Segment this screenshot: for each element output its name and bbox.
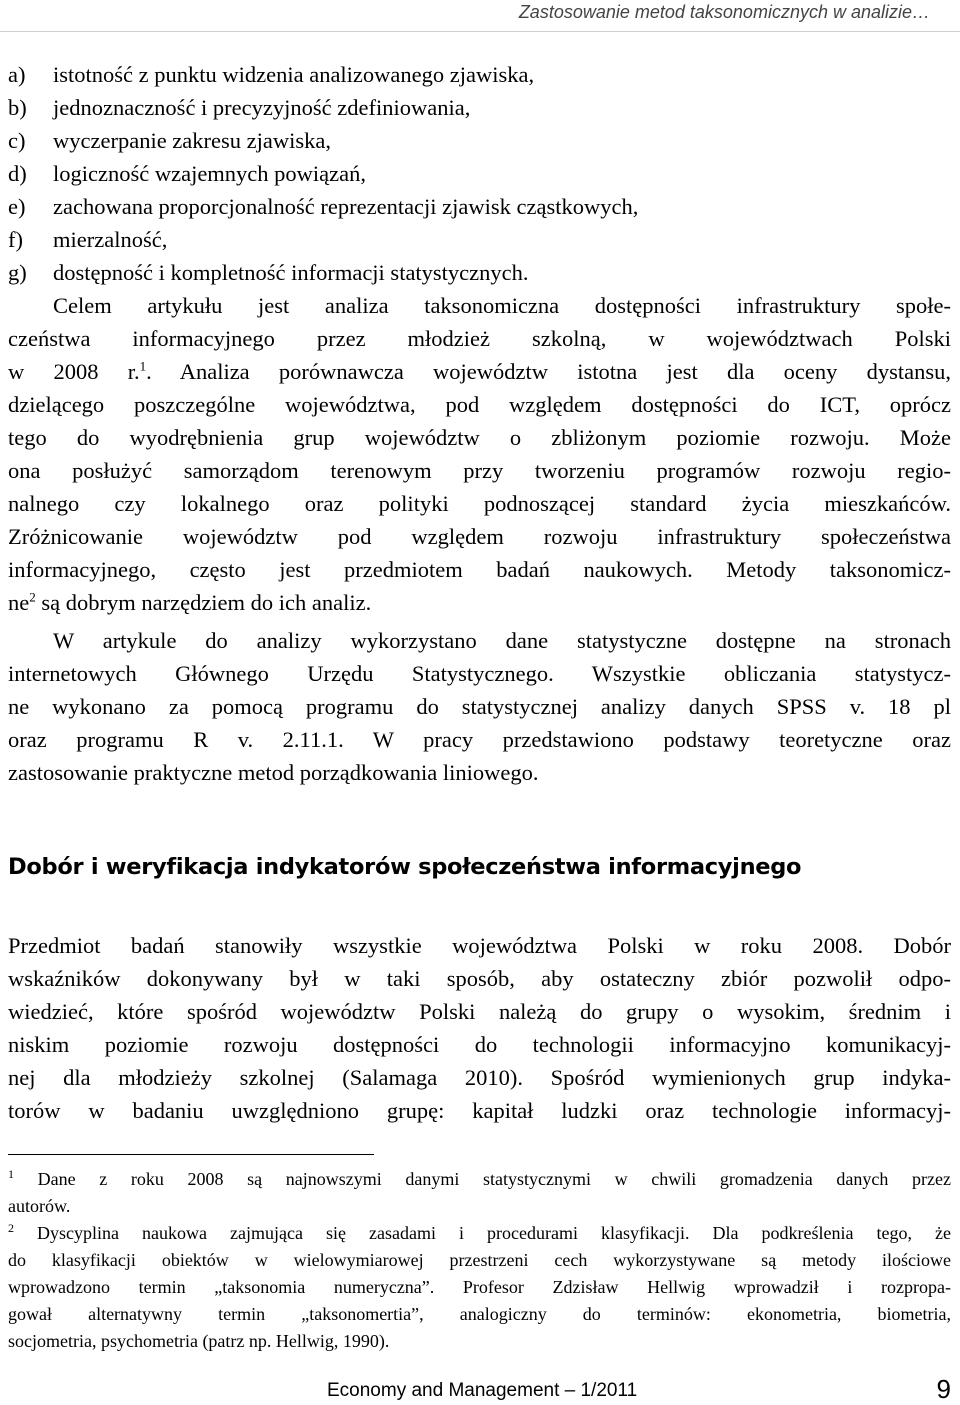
text-line: tego do wyodrębnienia grup województw o zbliżonym poziomie rozwoju. Może bbox=[8, 425, 951, 450]
list-item bbox=[8, 124, 948, 157]
text-line: W artykule do analizy wykorzystano dane statystyczne dostępne na stronach bbox=[53, 628, 951, 653]
text-segment: w 2008 r. bbox=[8, 359, 140, 384]
page-footer bbox=[327, 1376, 951, 1403]
text-line: ona posłużyć samorządom terenowym przy tworzeniu programów rozwoju regio- bbox=[8, 458, 951, 483]
list-marker: c) bbox=[8, 128, 26, 153]
text-line: wprowadzono termin „taksonomia numeryczna”. Profesor Zdzisław Hellwig wprowadził i rozpropa- bbox=[8, 1277, 951, 1297]
text-line bbox=[8, 355, 951, 388]
list-item-text: jednoznaczność i precyzyjność zdefiniowania, bbox=[53, 95, 471, 120]
list-item-text: wyczerpanie zakresu zjawiska, bbox=[53, 128, 331, 153]
text-line: niskim poziomie rozwoju dostępności do technologii informacyjno komunikacyj- bbox=[8, 1032, 951, 1057]
footnote-separator bbox=[8, 1154, 374, 1155]
list-marker: b) bbox=[8, 95, 27, 120]
running-title: Zastosowanie metod taksonomicznych w analizie… bbox=[518, 2, 930, 22]
text-line: wiedzieć, które spośród województw Polski należą do grupy o wysokim, średnim i bbox=[8, 999, 951, 1024]
list-item bbox=[8, 256, 948, 289]
text-line: gował alternatywny termin „taksonomertia”, analogiczny do terminów: ekonometria, biometria, bbox=[8, 1304, 951, 1324]
list-item bbox=[8, 58, 948, 91]
page-number: 9 bbox=[936, 1374, 951, 1404]
text-line: ne wykonano za pomocą programu do statystycznej analizy danych SPSS v. 18 pl bbox=[8, 694, 951, 719]
section-heading: Dobór i weryfikacja indykatorów społeczeństwa informacyjnego bbox=[8, 854, 802, 880]
text-line: nalnego czy lokalnego oraz polityki podnoszącej standard życia mieszkańców. bbox=[8, 491, 951, 516]
footnote-2 bbox=[8, 1220, 951, 1355]
list-marker: d) bbox=[8, 161, 27, 186]
text-line: socjometria, psychometria (patrz np. Hellwig, 1990). bbox=[8, 1331, 390, 1351]
list-marker: e) bbox=[8, 194, 26, 219]
list-item-text: zachowana proporcjonalność reprezentacji zjawisk cząstkowych, bbox=[53, 194, 639, 219]
text-segment: Dane z roku 2008 są najnowszymi danymi statystycznymi w chwili gromadzenia danych przez bbox=[14, 1169, 951, 1189]
text-segment: . Analiza porównawcza województw istotna jest dla oceny dystansu, bbox=[146, 359, 951, 384]
text-line: torów w badaniu uwzględniono grupę: kapitał ludzki oraz technologie informacyj- bbox=[8, 1098, 951, 1123]
list-item bbox=[8, 91, 948, 124]
text-line bbox=[8, 586, 951, 619]
footnote-marker: 2 bbox=[8, 1221, 14, 1235]
footnote-ref-2: 2 bbox=[29, 589, 36, 605]
text-line: autorów. bbox=[8, 1196, 71, 1216]
text-line: Przedmiot badań stanowiły wszystkie województwa Polski w roku 2008. Dobór bbox=[8, 933, 951, 958]
text-line: czeństwa informacyjnego przez młodzież szkolną, w województwach Polski bbox=[8, 326, 951, 351]
list-marker: g) bbox=[8, 260, 27, 285]
list-item-text: mierzalność, bbox=[53, 227, 168, 252]
text-segment: Dyscyplina naukowa zajmująca się zasadami i procedurami klasyfikacji. Dla podkreślenia tego, że bbox=[14, 1223, 951, 1243]
text-segment: ne bbox=[8, 590, 30, 615]
text-line: dzielącego poszczególne województwa, pod względem dostępności do ICT, oprócz bbox=[8, 392, 951, 417]
text-line: oraz programu R v. 2.11.1. W pracy przedstawiono podstawy teoretyczne oraz bbox=[8, 727, 951, 752]
paragraph-subject bbox=[8, 929, 951, 1127]
footnote-1 bbox=[8, 1166, 951, 1220]
running-header bbox=[0, 0, 960, 32]
list-marker: a) bbox=[8, 62, 26, 87]
list-item bbox=[8, 157, 948, 190]
text-line: Celem artykułu jest analiza taksonomiczna dostępności infrastruktury społe- bbox=[53, 293, 951, 318]
text-line: zastosowanie praktyczne metod porządkowania liniowego. bbox=[8, 760, 539, 785]
text-line bbox=[8, 1220, 951, 1247]
text-line: wskaźników dokonywany był w taki sposób, aby ostateczny zbiór pozwolił odpo- bbox=[8, 966, 951, 991]
journal-name: Economy and Management – 1/2011 bbox=[327, 1380, 638, 1401]
text-line: Zróżnicowanie województw pod względem rozwoju infrastruktury społeczeństwa bbox=[8, 524, 951, 549]
text-line: internetowych Głównego Urzędu Statystycznego. Wszystkie obliczania statystycz- bbox=[8, 661, 951, 686]
text-line bbox=[8, 1166, 951, 1193]
paragraph-aim bbox=[8, 289, 951, 619]
criteria-list bbox=[8, 58, 948, 289]
paragraph-methods bbox=[8, 624, 951, 789]
footnote-marker: 1 bbox=[8, 1167, 14, 1181]
text-line: do klasyfikacji obiektów w wielowymiarowej przestrzeni cech wykorzystywane są metody ilościowe bbox=[8, 1250, 951, 1270]
text-line: nej dla młodzieży szkolnej (Salamaga 2010). Spośród wymienionych grup indyka- bbox=[8, 1065, 951, 1090]
list-marker: f) bbox=[8, 227, 23, 252]
text-line: informacyjnego, często jest przedmiotem badań naukowych. Metody taksonomicz- bbox=[8, 557, 951, 582]
footnote-ref-1: 1 bbox=[139, 358, 147, 374]
list-item-text: istotność z punktu widzenia analizowanego zjawiska, bbox=[53, 62, 535, 87]
list-item bbox=[8, 190, 948, 223]
list-item-text: dostępność i kompletność informacji statystycznych. bbox=[53, 260, 529, 285]
list-item bbox=[8, 223, 948, 256]
text-segment: są dobrym narzędziem do ich analiz. bbox=[35, 590, 372, 615]
list-item-text: logiczność wzajemnych powiązań, bbox=[53, 161, 367, 186]
